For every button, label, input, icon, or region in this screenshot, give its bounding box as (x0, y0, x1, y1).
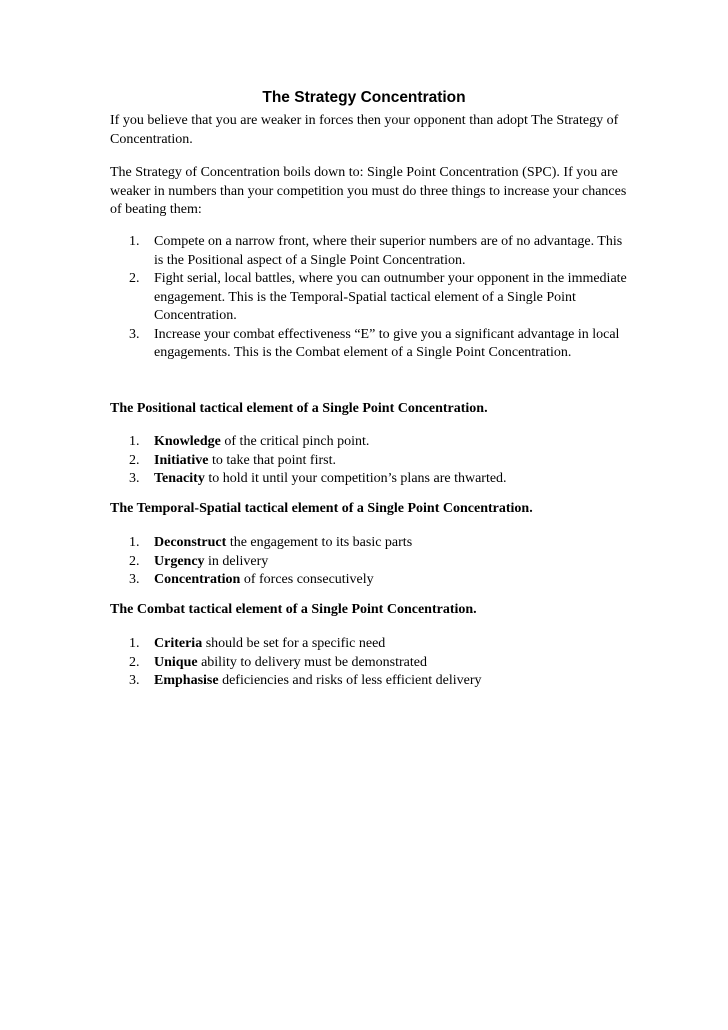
combat-heading: The Combat tactical element of a Single Point Concentration. (110, 602, 477, 617)
list-item: 1. Deconstruct the engagement to its basic parts (129, 535, 413, 550)
positional-heading: The Positional tactical element of a Single Point Concentration. (110, 401, 488, 416)
list-item: 3. Emphasise deficiencies and risks of less efficient delivery (129, 673, 482, 688)
list-item: 2. Urgency in delivery (129, 553, 269, 569)
list-item: 3. Concentration of forces consecutively (129, 572, 374, 587)
list-item: 3. Tenacity to hold it until your competition’s plans are thwarted. (129, 471, 507, 486)
document-title: The Strategy Concentration (262, 89, 466, 106)
list-item: 1. Criteria should be set for a specific need (129, 636, 386, 651)
temporal-heading: The Temporal-Spatial tactical element of a Single Point Concentration. (110, 501, 533, 516)
list-item: 3. Increase your combat effectiveness “E” to give you a significant advantage in local engagements. This is the Combat element of a Single Point Concentration. (129, 326, 620, 360)
combat-list (110, 635, 630, 691)
list-item: 2. Fight serial, local battles, where you can outnumber your opponent in the immediate engagement. This is the Temporal-Spatial tactical element of a Single Point Concentration. (129, 271, 627, 323)
temporal-list (110, 534, 630, 590)
list-item: 2. Initiative to take that point first. (129, 452, 336, 468)
intro-paragraph: If you believe that you are weaker in forces then your opponent than adopt The Strategy of Concentration. (110, 113, 619, 147)
spc-paragraph: The Strategy of Concentration boils down to: Single Point Concentration (SPC). If you are weaker in numbers than your competition you must do three things to increase your chances of beating them: (110, 165, 627, 217)
list-item: 1. Compete on a narrow front, where their superior numbers are of no advantage. This is the Positional aspect of a Single Point Concentration. (129, 234, 623, 268)
main-list (110, 233, 630, 363)
list-item: 1. Knowledge of the critical pinch point. (129, 434, 370, 449)
list-item: 2. Unique ability to delivery must be demonstrated (129, 654, 427, 670)
positional-list (110, 433, 630, 489)
